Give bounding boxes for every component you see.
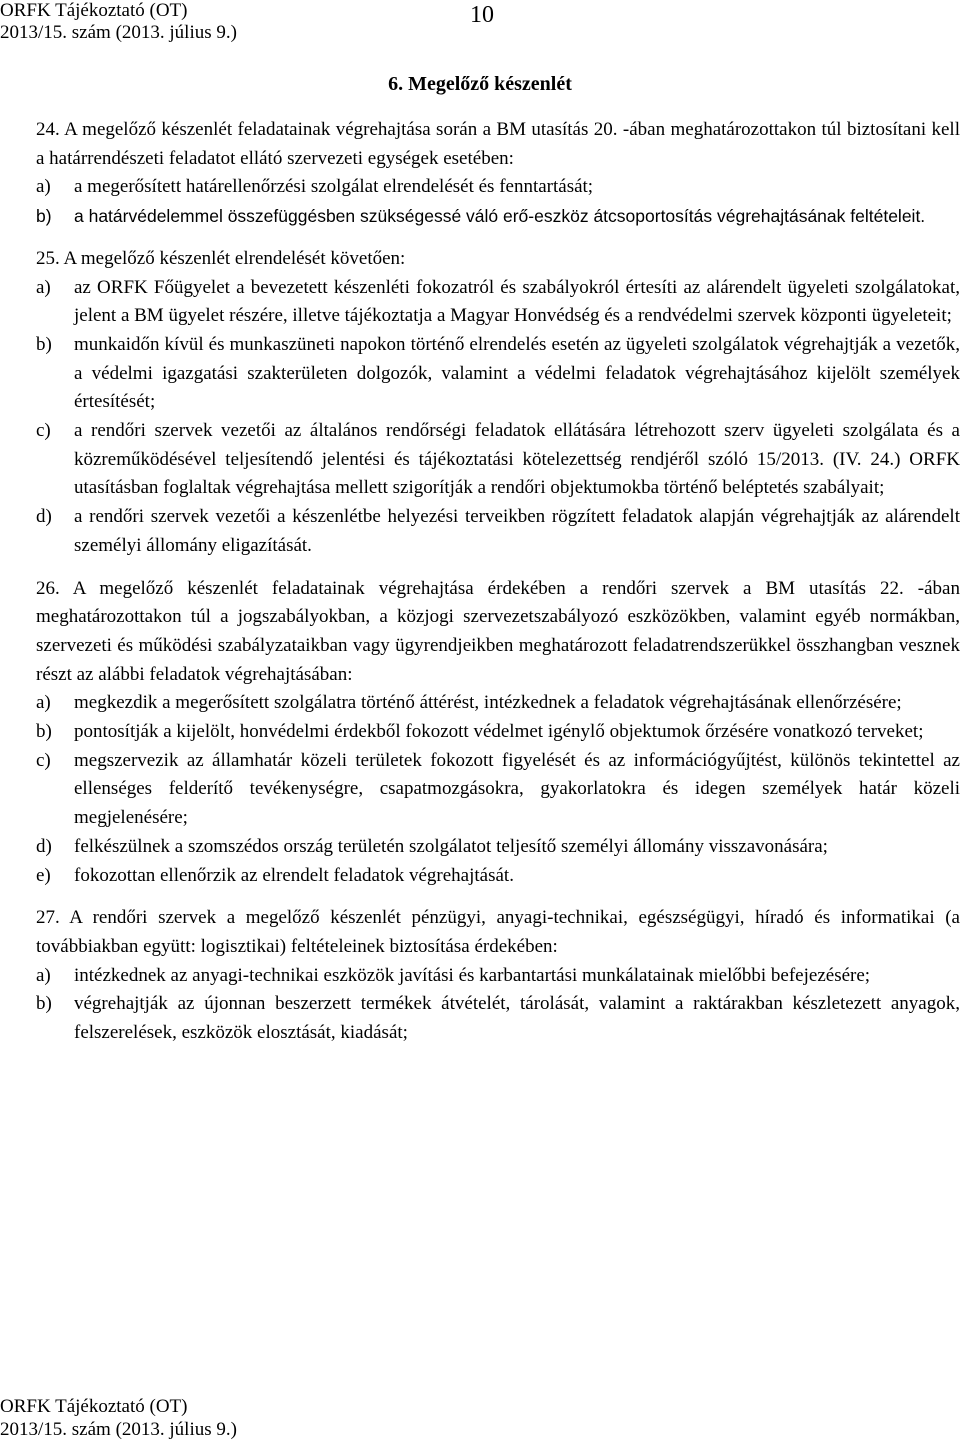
item-label: c): [36, 749, 51, 771]
running-header: [0, 0, 237, 44]
footer-issue: 2013/15. szám (2013. július 9.): [0, 1419, 237, 1440]
item-label: b): [36, 333, 52, 355]
item-label: d): [36, 835, 52, 857]
item-text: pontosítják a kijelölt, honvédelmi érdekből fokozott védelmet igénylő objektumok őrzésére vonatkozó terveket;: [74, 721, 924, 743]
page-number: 10: [470, 2, 494, 28]
item-list: [36, 962, 960, 1048]
list-item: [36, 962, 960, 991]
list-item: [36, 689, 960, 718]
paragraph-27: [36, 904, 960, 1048]
paragraph-24: [36, 116, 960, 231]
item-label: a): [36, 692, 51, 714]
paragraph-intro: 26. A megelőző készenlét feladatainak végrehajtása érdekében a rendőri szervek a BM utasítás 22. -ában meghatározottakon túl a jogszabályokban, a közjogi szervezetszabályozó eszközökben, valamint egyéb normákban, szervezeti és működési szabályzataikban vagy ügyrendjeikben meghatározott feladatrendszerükkel összhangban vesznek részt az alábbi feladatok végrehajtásában:: [36, 577, 960, 685]
list-item: [36, 173, 960, 202]
item-text: a határvédelemmel összefüggésben szükségessé váló erő-eszköz átcsoportosítás végrehajtásának feltételeit.: [74, 206, 926, 227]
list-item: [36, 202, 960, 231]
item-list: [36, 689, 960, 890]
paragraph-25: [36, 245, 960, 561]
header-publication: ORFK Tájékoztató (OT): [0, 0, 188, 21]
paragraph-26: [36, 575, 960, 891]
item-text: megkezdik a megerősített szolgálatra történő áttérést, intézkednek a feladatok végrehajtásának ellenőrzésére;: [74, 692, 902, 714]
header-issue: 2013/15. szám (2013. július 9.): [0, 22, 237, 43]
item-label: c): [36, 420, 51, 442]
item-label: b): [36, 993, 52, 1015]
item-text: munkaidőn kívül és munkaszüneti napokon történő elrendelés esetén az ügyeleti szolgálatok végrehajtják a vezetők, a védelmi igazgatási szakterületen dolgozók, valamint a védelmi feladatok végrehajtásához kijelölt személyek értesítését;: [74, 333, 960, 413]
list-item: [36, 718, 960, 747]
item-text: a rendőri szervek vezetői az általános rendőrségi feladatok ellátására létrehozott szerv ügyeleti szolgálata és a közreműködésével teljesítendő jelentési és tájékoztatási kötelezettség rendjéről szóló 15/2013. (IV. 24.) ORFK utasításban foglaltak végrehajtása mellett szigorítják a rendőri objektumokba történő beléptetés szabályait;: [74, 420, 960, 499]
item-list: [36, 173, 960, 230]
item-text: megszervezik az államhatár közeli területek fokozott figyelését és az információgyűjtést, különös tekintettel az ellenséges felderítő tevékenységre, csapatmozgásokra, gyakorlatokra és idegen személyek határ közeli megjelenésére;: [74, 749, 960, 829]
section-title: 6. Megelőző készenlét: [388, 73, 572, 95]
list-item: [36, 747, 960, 833]
paragraph-intro: 24. A megelőző készenlét feladatainak végrehajtása során a BM utasítás 20. -ában meghatározottakon túl biztosítani kell a határrendészeti feladatot ellátó szervezeti egységek esetében:: [36, 119, 960, 169]
item-label: a): [36, 276, 51, 298]
item-label: d): [36, 506, 52, 528]
item-text: felkészülnek a szomszédos ország területén szolgálatot teljesítő személyi állomány visszavonására;: [74, 835, 828, 857]
running-footer: [0, 1395, 237, 1441]
item-text: a rendőri szervek vezetői a készenlétbe helyezési terveikben rögzített feladatok alapján végrehajtják az alárendelt személyi állomány eligazítását.: [74, 506, 960, 556]
list-item: [36, 990, 960, 1047]
list-item: [36, 833, 960, 862]
item-text: az ORFK Főügyelet a bevezetett készenléti fokozatról és szabályokról értesíti az alárendelt ügyeleti szolgálatokat, jelent a BM ügyelet részére, illetve tájékoztatja a Magyar Honvédség és a rendvédelmi szervek központi ügyeleteit;: [74, 276, 960, 327]
paragraph-intro: 27. A rendőri szervek a megelőző készenlét pénzügyi, anyagi-technikai, egészségügyi, híradó és informatikai (a továbbiakban együtt: logisztikai) feltételeinek biztosítása érdekében:: [36, 907, 960, 957]
list-item: [36, 331, 960, 417]
item-label: b): [36, 721, 52, 743]
item-label: a): [36, 176, 51, 198]
item-label: e): [36, 864, 51, 886]
document-body: [36, 116, 960, 1048]
item-text: intézkednek az anyagi-technikai eszközök javítási és karbantartási munkálatainak mielőbbi befejezésére;: [74, 964, 871, 986]
list-item: [36, 862, 960, 891]
item-text: végrehajtják az újonnan beszerzett termékek átvételét, tárolását, valamint a raktárakban készletezett anyagok, felszerelések, eszközök elosztását, kiadását;: [74, 993, 960, 1044]
item-text: a megerősített határellenőrzési szolgálat elrendelését és fenntartását;: [74, 176, 594, 198]
item-label: a): [36, 964, 51, 986]
list-item: [36, 503, 960, 560]
footer-publication: ORFK Tájékoztató (OT): [0, 1396, 188, 1417]
list-item: [36, 417, 960, 503]
item-list: [36, 274, 960, 561]
item-text: fokozottan ellenőrzik az elrendelt feladatok végrehajtását.: [74, 864, 514, 886]
item-label: b): [36, 206, 52, 227]
paragraph-intro: 25. A megelőző készenlét elrendelését követően:: [36, 247, 406, 269]
list-item: [36, 274, 960, 331]
